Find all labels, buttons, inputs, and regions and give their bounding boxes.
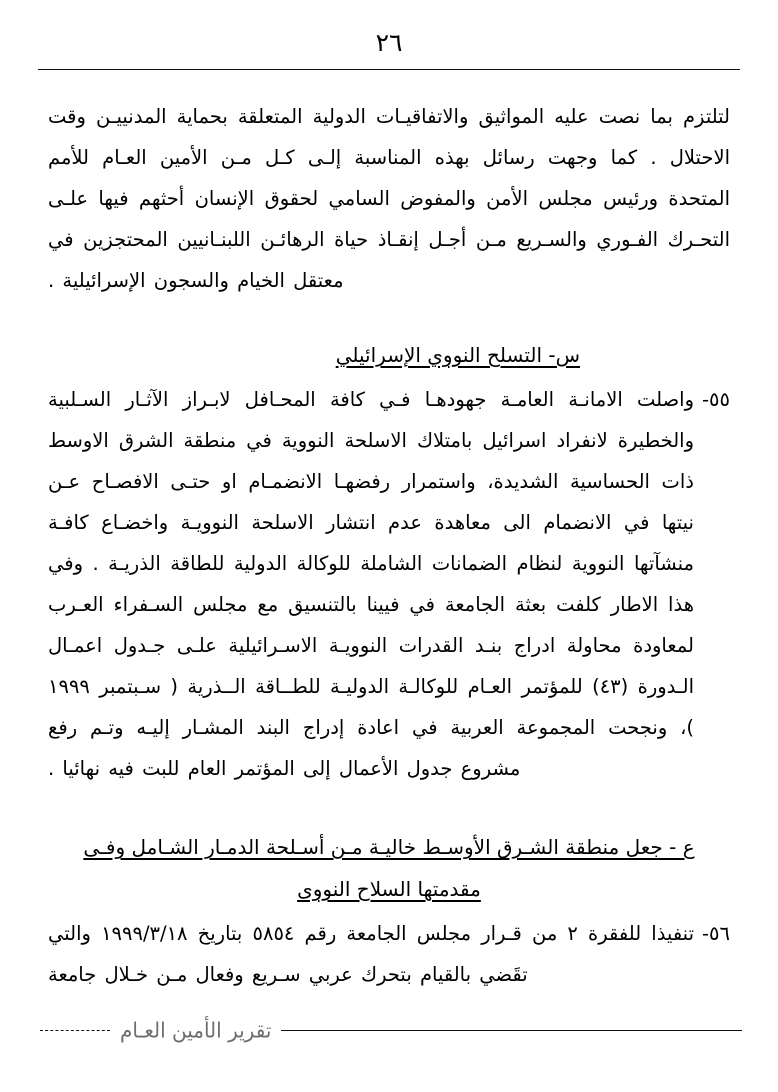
footer-divider-right [40, 1030, 110, 1031]
list-item-56-text: تنفيذا للفقرة ٢ من قـرار مجلس الجامعة رقم ٥٨٥٤ بتاريخ ١٩٩٩/٣/١٨ والتي تقَضي بالقيام بتحرك عربي سـريع وفعال مـن خـلال جامعة [48, 922, 694, 986]
footer-stamp: تقرير الأمين العـام [120, 1017, 272, 1043]
page-footer [36, 1018, 742, 1042]
page-content [36, 70, 742, 995]
section-heading-wmd-free-zone-line2: مقدمتها السلاح النووى [297, 877, 481, 901]
spacer [48, 307, 730, 317]
footer-divider-left [281, 1030, 742, 1031]
list-item-55-number: ٥٥- [702, 388, 730, 411]
list-item-56 [48, 913, 730, 995]
list-item-56-number: ٥٦- [702, 922, 730, 945]
list-item-55-text: واصلت الامانـة العامـة جهودهـا فـي كافة المحـافل لابـراز الآثـار السـلبية والخطيرة لانفراد اسرائيل بامتلاك الاسلحة النووية في منطقة الشرق الاوسط ذات الحساسية الشديدة، واستمرار رفضهـا الانضمـام او حتـى الافصـاح عـن نيتها في الانضمام الى معاهدة عدم انتشار الاسلحة النوويـة واخضـاع كافـة منشآتها النووية لنظام الضمانات الشاملة للوكالة الدولية للطاقة الذريـة . وفي هذا الاطار كلفت بعثة الجامعة في فيينا بالتنسيق مع مجلس السـفراء العـرب لمعاودة محاولة ادراج بنـد القدرات النوويـة الاسـرائيلية علـى جـدول اعمـال الـدورة (٤٣) للمؤتمر العـام للوكالـة الدوليـة للطــاقة الــذرية ( سـبتمبر ١٩٩٩ )، ونجحت المجموعة العربية في اعادة إدراج البند المشـار إليـه وتـم رفع مشروع جدول الأعمال إلى المؤتمر العام للبت فيه نهائيا . [48, 388, 694, 780]
list-item-55 [48, 379, 730, 789]
section-heading-wmd-free-zone-line1: ع - جعل منطقة الشـرق الأوسـط خاليـة مـن أسـلحة الدمـار الشـامل وفـى [83, 835, 695, 859]
page-number: ٢٦ [375, 28, 403, 57]
section-heading-nuclear-armament: س- التسلح النووي الإسرائيلي [335, 343, 580, 367]
paragraph-intro: لتلتزم بما نصت عليه المواثيق والاتفاقيـات الدولية المتعلقة بحماية المدنييـن وقت الاحتلال . كما وجهت رسائل بهذه المناسبة إلـى كـل مـن الأمين العـام للأمم المتحدة ورئيس مجلس الأمن والمفوض السامي لحقوق الإنسان أحثهم فيها علـى التحـرك الفـوري والسـريع مـن أجـل إنقـاذ حياة الرهائـن اللبنـانيين المحتجزين في معتقل الخيام والسجون الإسرائيلية . [48, 105, 730, 292]
spacer [48, 789, 730, 809]
